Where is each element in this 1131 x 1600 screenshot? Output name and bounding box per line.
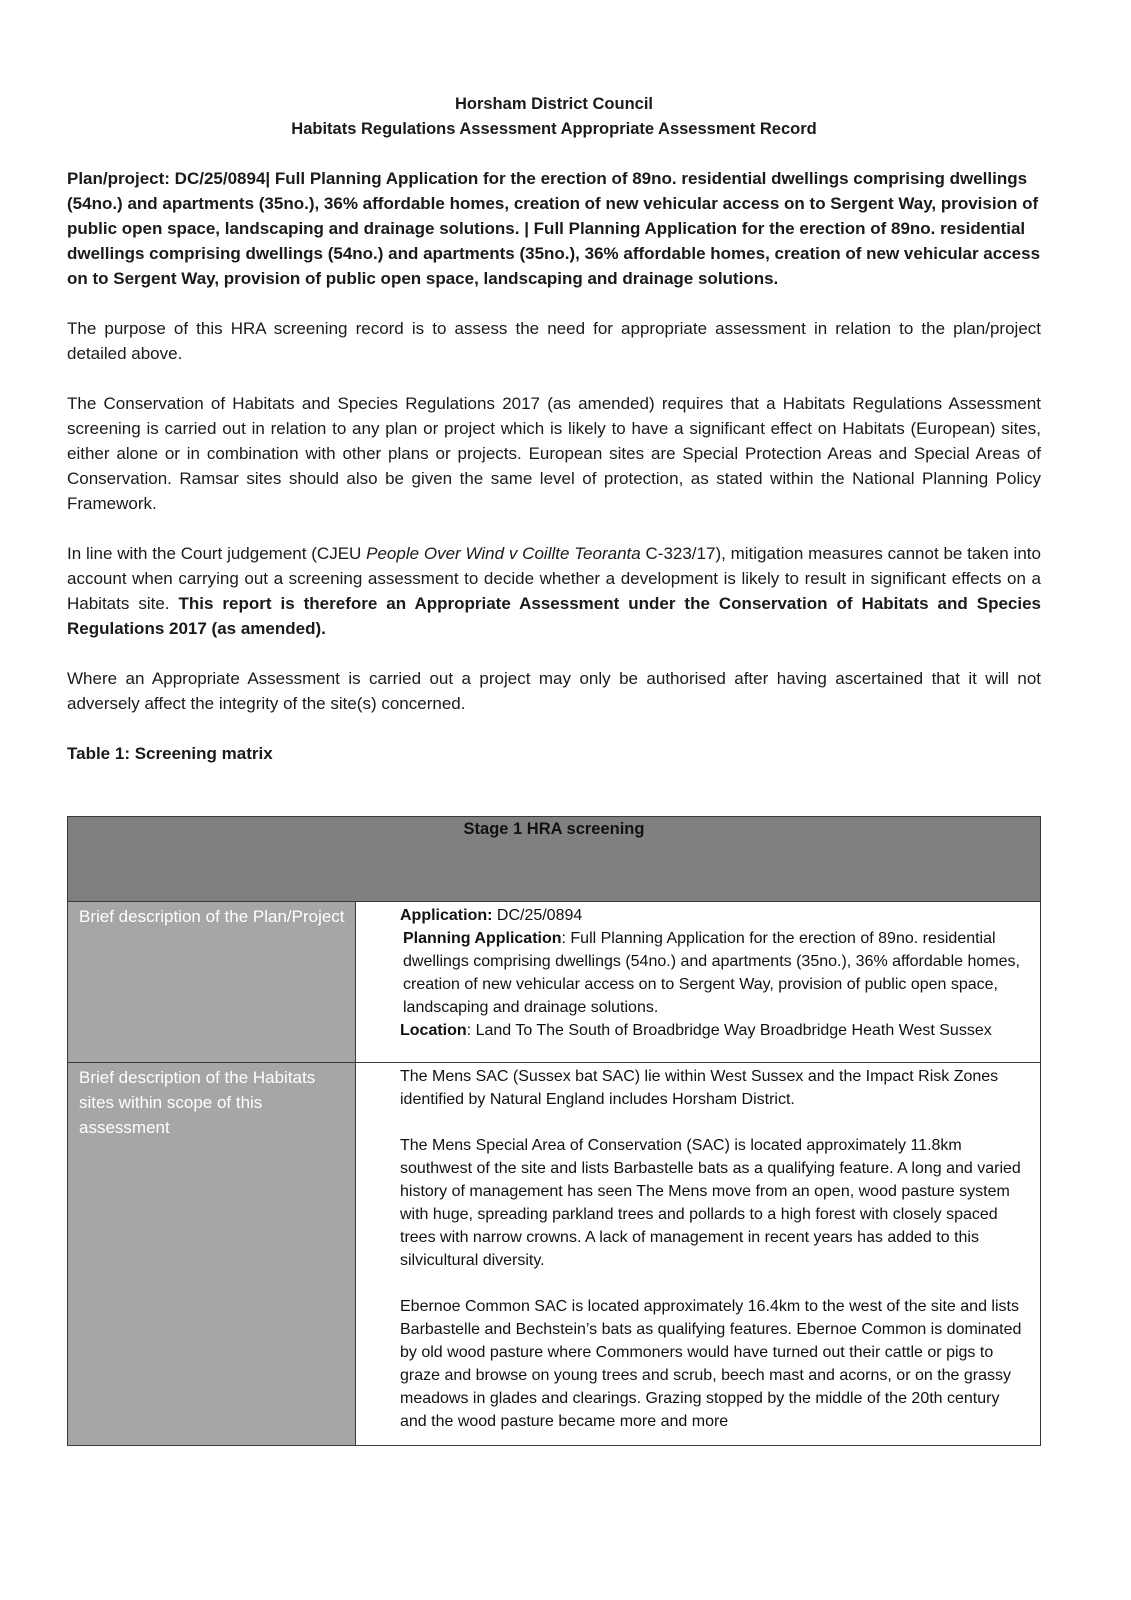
authorisation-paragraph: Where an Appropriate Assessment is carried out a project may only be authorised after having ascertained that it will not adversely affect the integrity of the site(s) concerned. [67, 669, 1041, 713]
location-value: : Land To The South of Broadbridge Way Broadbridge Heath West Sussex [466, 1022, 992, 1039]
table-row [68, 902, 1041, 1063]
planning-application-line [400, 927, 1026, 1019]
regulations-paragraph: The Conservation of Habitats and Species Regulations 2017 (as amended) requires that a Habitats Regulations Assessment screening is carried out in relation to any plan or project which is likely to have a significant effect on Habitats (European) sites, either alone or in combination with other plans or projects. European sites are Special Protection Areas and Special Areas of Conservation. Ramsar sites should also be given the same level of protection, as stated within the National Planning Policy Framework. [67, 394, 1041, 513]
planning-value: : Full Planning Application for the erection of 89no. residential dwellings comprising dwellings (54no.) and apartments (35no.), 36% affordable homes, creation of new vehicular access on to Sergent Way, provision of public open space, landscaping and drainage solutions. [403, 930, 1020, 1016]
court-text-bold: This report is therefore an Appropriate Assessment under the Conservation of Habitats and Species Regulations 2017 (as amended). [67, 594, 1041, 638]
row-label: Brief description of the Plan/Project [68, 902, 356, 1063]
table-heading: Stage 1 HRA screening [68, 817, 1041, 902]
habitats-paragraph: The Mens Special Area of Conservation (SAC) is located approximately 11.8km southwest of the site and lists Barbastelle bats as a qualifying feature. A long and varied history of management has seen The Mens move from an open, wood pasture system with huge, spreading parkland trees and pollards to a high forest with closely spaced trees with narrow crowns. A lack of management in recent years has added to this silvicultural diversity. [400, 1137, 1021, 1269]
location-line [400, 1019, 1026, 1042]
court-case-name: People Over Wind v Coillte Teoranta [366, 544, 641, 563]
location-label: Location [400, 1022, 467, 1039]
planning-label: Planning Application [403, 930, 562, 947]
document-page [67, 92, 1041, 766]
plan-project-summary: Plan/project: DC/25/0894| Full Planning Application for the erection of 89no. residential dwellings comprising dwellings (54no.) and apartments (35no.), 36% affordable homes, creation of new vehicular access on to Sergent Way, provision of public open space, landscaping and drainage solutions. | Full Planning Application for the erection of 89no. residential dwellings comprising dwellings (54no.) and apartments (35no.), 36% affordable homes, creation of new vehicular access on to Sergent Way, provision of public open space, landscaping and drainage solutions. [67, 169, 1041, 288]
court-text-mid: C-323/17), mitigation measures cannot be taken into account when carrying out a screening assessment to decide whether a development is likely to result in significant effects on a Habitats site. [67, 544, 1041, 613]
purpose-paragraph: The purpose of this HRA screening record is to assess the need for appropriate assessment in relation to the plan/project detailed above. [67, 319, 1041, 363]
table-row [68, 1063, 1041, 1446]
row-value [356, 902, 1041, 1063]
application-value: DC/25/0894 [492, 907, 583, 924]
row-value [356, 1063, 1041, 1446]
court-judgement-paragraph [67, 541, 1041, 641]
row-label: Brief description of the Habitats sites within scope of this assessment [68, 1063, 356, 1446]
table-caption: Table 1: Screening matrix [67, 744, 273, 763]
court-text-pre: In line with the Court judgement (CJEU [67, 544, 367, 563]
document-title: Habitats Regulations Assessment Appropriate Assessment Record [291, 120, 817, 138]
application-line [400, 904, 1026, 927]
screening-matrix-table [67, 816, 1041, 1446]
habitats-paragraph: Ebernoe Common SAC is located approximately 16.4km to the west of the site and lists Barbastelle and Bechstein’s bats as qualifying features. Ebernoe Common is dominated by old wood pasture where Commoners would have turned out their cattle or pigs to graze and browse on young trees and scrub, beech mast and acorns, or on the grassy meadows in glades and clearings. Grazing stopped by the middle of the 20th century and the wood pasture became more and more [400, 1298, 1022, 1430]
habitats-paragraph: The Mens SAC (Sussex bat SAC) lie within West Sussex and the Impact Risk Zones identified by Natural England includes Horsham District. [400, 1068, 999, 1108]
application-label: Application: [400, 907, 493, 924]
organisation-heading: Horsham District Council [454, 95, 654, 113]
